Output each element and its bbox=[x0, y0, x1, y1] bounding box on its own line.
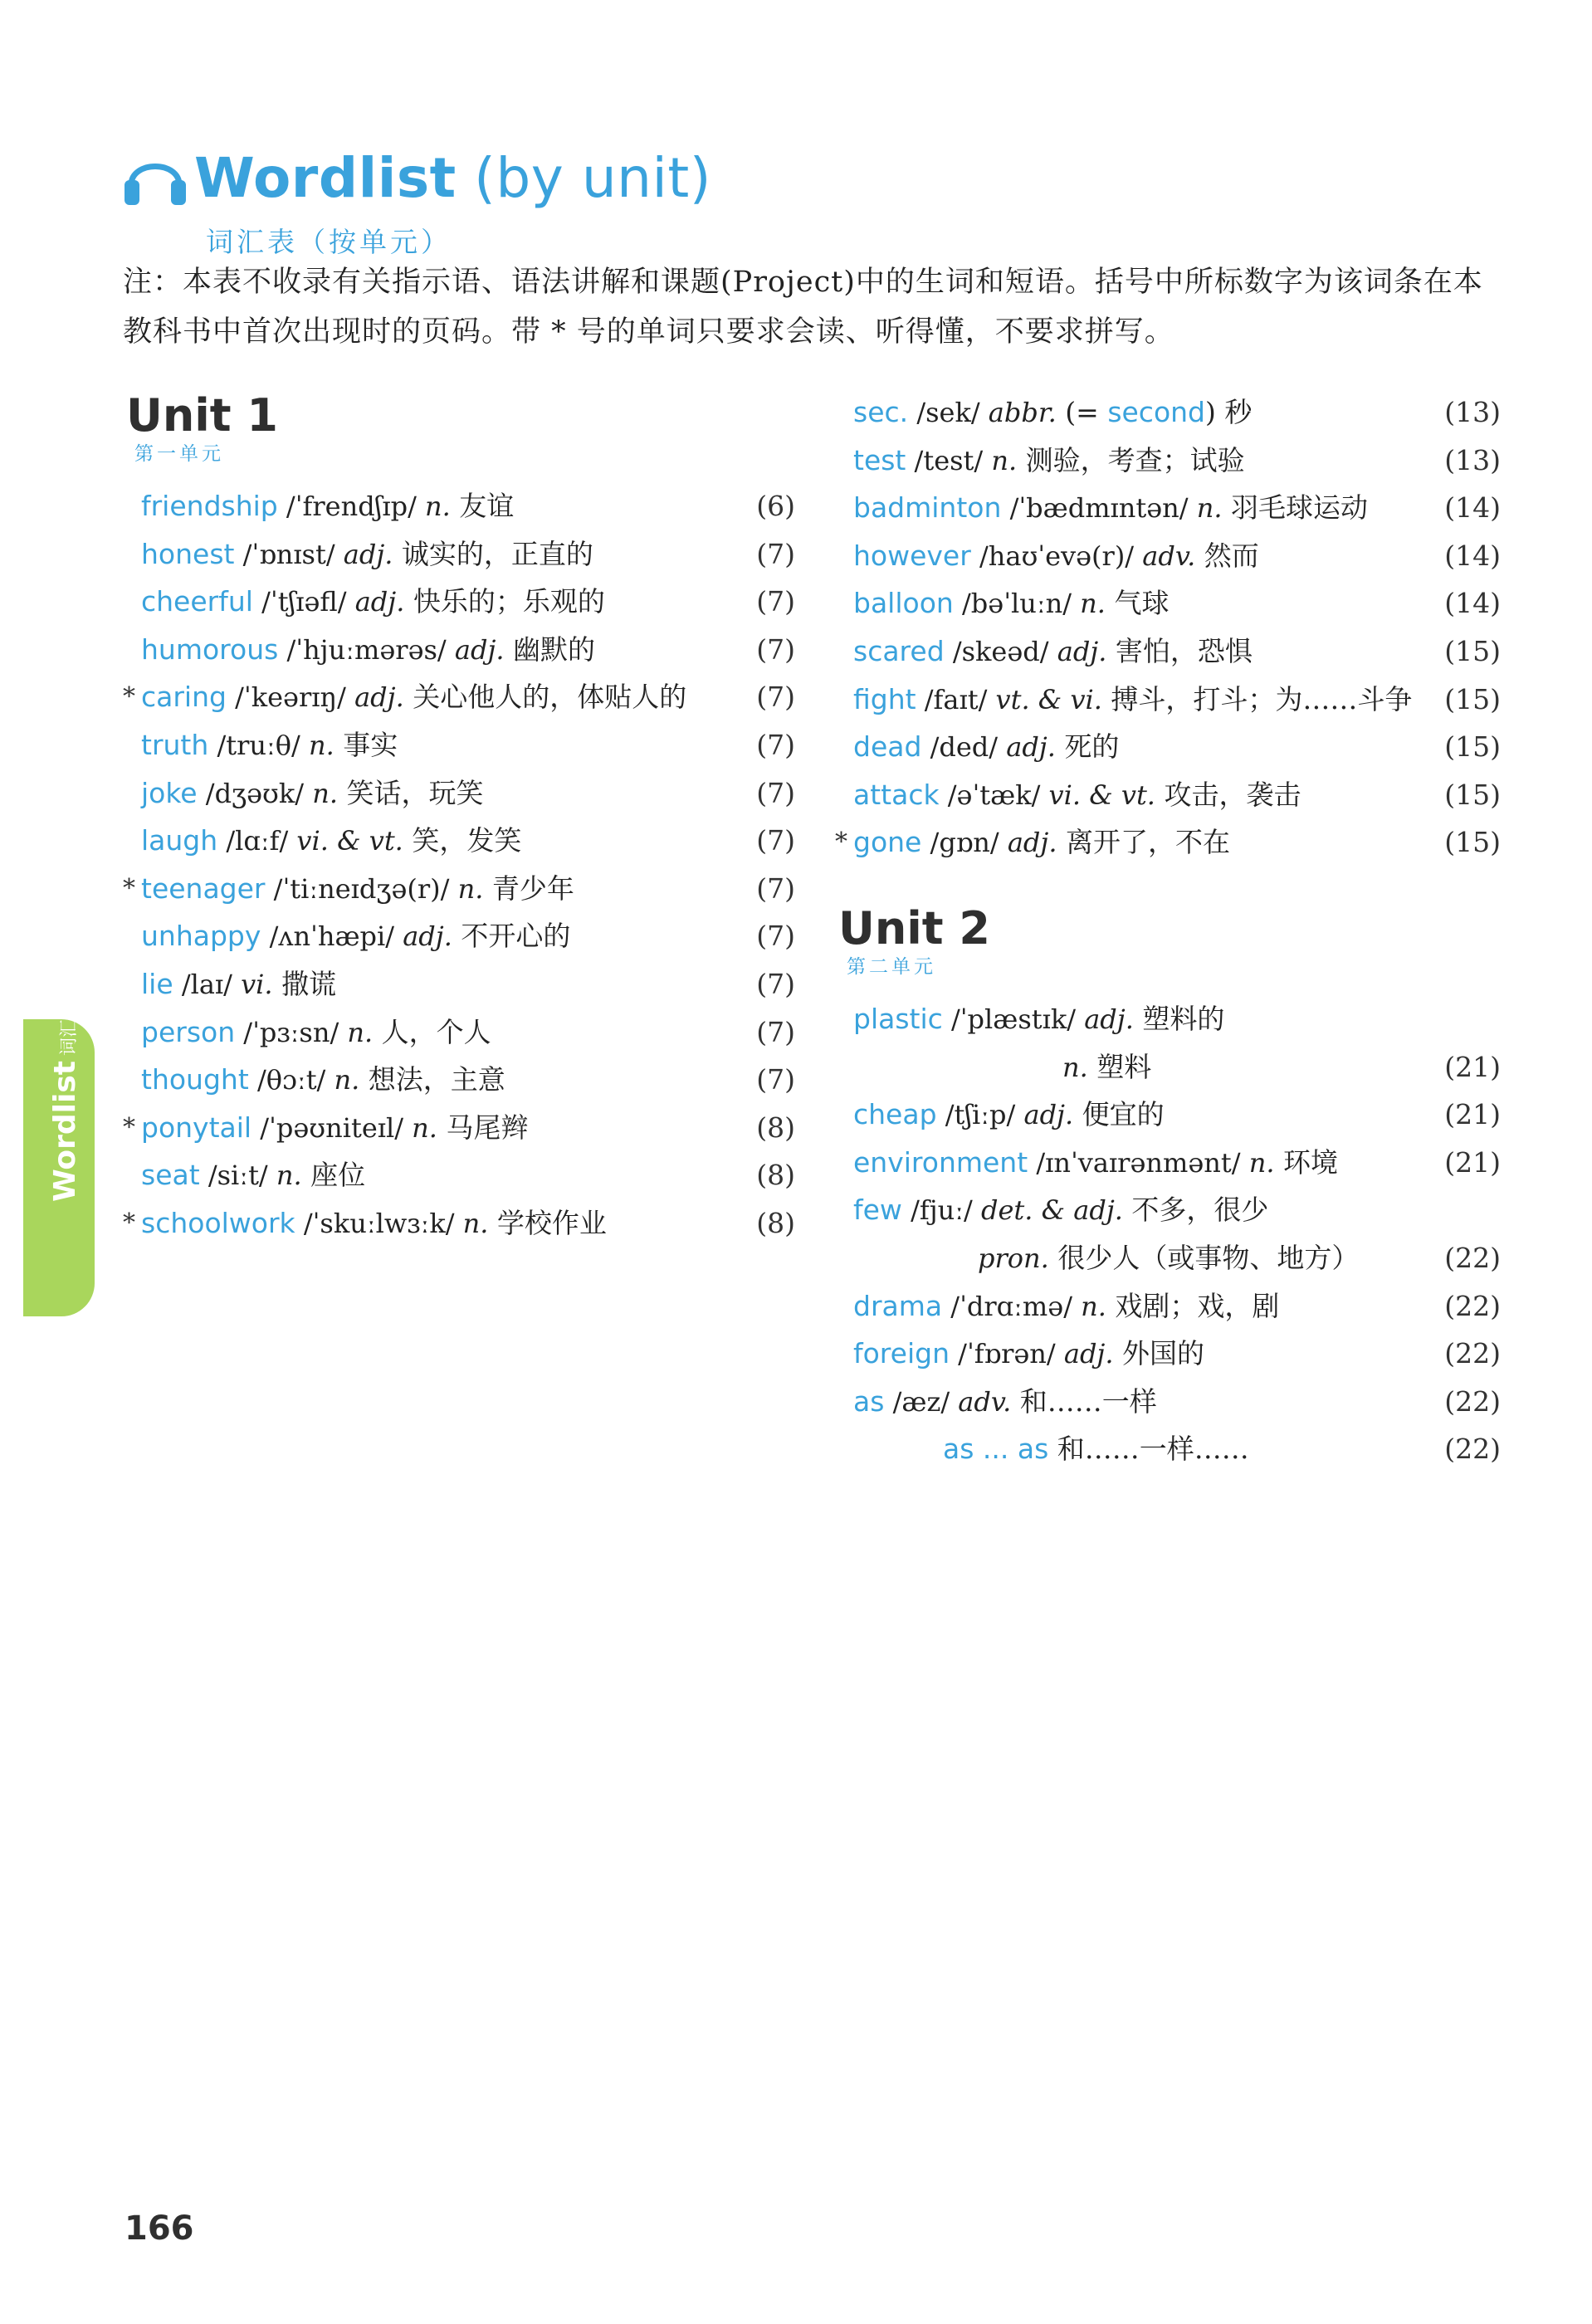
page-reference: (15) bbox=[1444, 826, 1501, 859]
pronunciation: /lɑːf/ bbox=[217, 825, 297, 857]
left-column bbox=[123, 388, 795, 1247]
word-list bbox=[835, 388, 1501, 867]
page-header bbox=[123, 141, 1501, 260]
entry-body bbox=[141, 960, 790, 1009]
word-entry bbox=[123, 1104, 795, 1152]
entry-body bbox=[853, 1282, 1501, 1331]
headword: sec. bbox=[853, 396, 909, 428]
part-of-speech: n. bbox=[1080, 588, 1106, 620]
page-reference: (7) bbox=[756, 872, 795, 905]
star-marker: * bbox=[123, 1208, 135, 1238]
pronunciation: /tʃiːp/ bbox=[936, 1099, 1024, 1131]
page-reference: (22) bbox=[1444, 1289, 1501, 1322]
part-of-speech: n. bbox=[334, 1064, 360, 1096]
word-entry bbox=[126, 817, 795, 865]
star-marker: * bbox=[123, 873, 135, 903]
headword: foreign bbox=[853, 1337, 950, 1370]
headword: as ... as bbox=[943, 1433, 1049, 1466]
word-entry bbox=[838, 1330, 1501, 1378]
word-entry bbox=[126, 578, 795, 626]
part-of-speech: vi. & vt. bbox=[296, 825, 403, 857]
headword: fight bbox=[853, 682, 916, 715]
word-entry bbox=[835, 818, 1501, 867]
entry-body bbox=[853, 1091, 1501, 1140]
word-entry bbox=[838, 388, 1501, 437]
headword: scared bbox=[853, 634, 945, 667]
page-reference: (22) bbox=[1444, 1241, 1501, 1274]
part-of-speech: vi. & vt. bbox=[1048, 779, 1155, 811]
part-of-speech: abbr. bbox=[988, 397, 1057, 428]
entry-body bbox=[141, 865, 790, 914]
page-reference: (15) bbox=[1444, 730, 1501, 764]
pronunciation: /fjuː/ bbox=[901, 1194, 981, 1227]
entry-body bbox=[141, 1056, 790, 1105]
part-of-speech: adj. bbox=[354, 586, 405, 618]
page-reference: (14) bbox=[1444, 587, 1501, 620]
unit-heading bbox=[838, 901, 1501, 995]
headword: gone bbox=[853, 826, 922, 859]
word-entry bbox=[838, 1234, 1501, 1282]
word-entry bbox=[123, 865, 795, 913]
pronunciation: /ˈskuːlwɜːk/ bbox=[295, 1207, 463, 1239]
entry-body bbox=[141, 626, 790, 675]
pronunciation: /sek/ bbox=[908, 397, 989, 428]
pronunciation: /truːθ/ bbox=[208, 729, 309, 761]
headword: cheap bbox=[853, 1098, 937, 1131]
definition: 撒谎 bbox=[272, 967, 337, 1000]
word-entry bbox=[126, 960, 795, 1008]
headword: badminton bbox=[853, 491, 1002, 525]
word-entry bbox=[126, 769, 795, 818]
part-of-speech: vt. & vi. bbox=[995, 683, 1102, 715]
part-of-speech: vi. bbox=[241, 968, 273, 1000]
definition: 快乐的；乐观的 bbox=[404, 585, 605, 618]
headword: joke bbox=[141, 776, 198, 809]
headword: environment bbox=[853, 1145, 1028, 1179]
entry-body bbox=[853, 627, 1501, 676]
page-reference: (7) bbox=[756, 537, 795, 570]
page-reference: (7) bbox=[756, 824, 795, 857]
definition: 测验，考查；试验 bbox=[1017, 443, 1245, 476]
headword: laugh bbox=[141, 824, 218, 857]
page-reference: (8) bbox=[756, 1159, 795, 1192]
definition: 环境 bbox=[1274, 1145, 1338, 1179]
pronunciation: /test/ bbox=[906, 444, 992, 476]
part-of-speech: adj. bbox=[454, 633, 505, 666]
definition: 不开心的 bbox=[452, 920, 571, 953]
pronunciation: /æz/ bbox=[884, 1385, 959, 1418]
page-reference: (21) bbox=[1444, 1098, 1501, 1131]
part-of-speech: adj. bbox=[343, 538, 393, 570]
definition: 很少人（或事物、地方） bbox=[1048, 1241, 1360, 1274]
page-reference: (21) bbox=[1444, 1145, 1501, 1179]
part-of-speech: adj. bbox=[1006, 731, 1056, 764]
page-reference: (7) bbox=[756, 920, 795, 953]
word-entry bbox=[838, 1091, 1501, 1139]
star-marker: * bbox=[123, 682, 135, 712]
headword: honest bbox=[141, 537, 235, 570]
headword: dead bbox=[853, 730, 922, 764]
entry-body bbox=[853, 1186, 1501, 1235]
headword: unhappy bbox=[141, 920, 261, 953]
entry-body bbox=[853, 1378, 1501, 1427]
pronunciation: /laɪ/ bbox=[173, 968, 242, 1000]
part-of-speech: adj. bbox=[1007, 827, 1057, 859]
page-reference: (22) bbox=[1444, 1384, 1501, 1418]
definition: 离开了，不在 bbox=[1057, 826, 1230, 859]
page-reference: (22) bbox=[1444, 1433, 1501, 1466]
entry-body bbox=[853, 484, 1501, 533]
unit-subtitle: 第一单元 bbox=[134, 443, 224, 465]
word-entry bbox=[838, 771, 1501, 819]
definition: 关心他人的，体贴人的 bbox=[403, 681, 687, 714]
pronunciation: /ˈfrendʃɪp/ bbox=[277, 491, 426, 522]
definition: 青少年 bbox=[483, 872, 574, 905]
page-reference: (14) bbox=[1444, 539, 1501, 572]
word-entry bbox=[838, 532, 1501, 580]
entry-body bbox=[853, 579, 1501, 628]
pronunciation: /ˈtʃɪəfl/ bbox=[252, 586, 355, 618]
pronunciation: /bəˈluːn/ bbox=[953, 588, 1081, 620]
part-of-speech: n. bbox=[276, 1160, 302, 1192]
entry-body bbox=[943, 1425, 1501, 1474]
entry-body bbox=[853, 723, 1501, 772]
definition: 笑，发笑 bbox=[403, 824, 522, 857]
pronunciation: /ˈpɜːsn/ bbox=[235, 1016, 348, 1048]
entry-body bbox=[853, 676, 1501, 725]
word-entry bbox=[126, 1056, 795, 1104]
definition: (= bbox=[1056, 396, 1108, 428]
headword: lie bbox=[141, 967, 173, 1000]
headword: however bbox=[853, 539, 971, 572]
word-entry bbox=[123, 673, 795, 721]
part-of-speech: n. bbox=[312, 777, 339, 809]
definition: 和……一样 bbox=[1011, 1384, 1157, 1418]
part-of-speech: adj. bbox=[403, 920, 452, 953]
unit-title: Unit 1 bbox=[126, 389, 278, 442]
part-of-speech: adj. bbox=[1084, 1003, 1134, 1035]
page-reference: (7) bbox=[756, 681, 795, 714]
word-entry bbox=[838, 1378, 1501, 1426]
definition: 戏剧；戏，剧 bbox=[1106, 1289, 1280, 1322]
page-reference: (15) bbox=[1444, 634, 1501, 667]
pronunciation: /ɪnˈvaɪrənmənt/ bbox=[1028, 1146, 1249, 1179]
part-of-speech: n. bbox=[309, 729, 335, 761]
word-entry bbox=[838, 995, 1501, 1043]
headword: seat bbox=[141, 1159, 200, 1192]
definition: 死的 bbox=[1055, 730, 1120, 764]
definition: 搏斗，打斗；为……斗争 bbox=[1101, 682, 1413, 715]
pronunciation: /ˈfɒrən/ bbox=[949, 1338, 1064, 1370]
headword: plastic bbox=[853, 1002, 943, 1035]
headword: humorous bbox=[141, 632, 279, 666]
pronunciation: /ˈhjuːmərəs/ bbox=[278, 633, 455, 666]
part-of-speech: n. bbox=[462, 1207, 489, 1239]
definition: 座位 bbox=[301, 1159, 366, 1192]
pronunciation: /ded/ bbox=[921, 731, 1007, 764]
part-of-speech: n. bbox=[991, 444, 1018, 476]
entry-body bbox=[853, 995, 1501, 1044]
word-entry bbox=[126, 1008, 795, 1057]
pronunciation: /gɒn/ bbox=[921, 827, 1008, 859]
definition: 羽毛球运动 bbox=[1222, 491, 1369, 525]
entry-body bbox=[853, 818, 1501, 867]
pronunciation: /haʊˈevə(r)/ bbox=[970, 540, 1143, 572]
headword: teenager bbox=[141, 872, 266, 905]
word-entry bbox=[838, 723, 1501, 771]
definition: 人，个人 bbox=[373, 1015, 491, 1048]
page-title: Wordlist (by unit) bbox=[194, 146, 711, 210]
entry-body bbox=[141, 769, 790, 818]
pronunciation: /ˈdrɑːmə/ bbox=[942, 1290, 1082, 1322]
definition: 诚实的，正直的 bbox=[393, 537, 593, 570]
word-entry bbox=[126, 530, 795, 579]
headword: friendship bbox=[141, 490, 278, 522]
entry-body bbox=[141, 482, 790, 531]
page-reference: (6) bbox=[756, 490, 795, 522]
word-entry bbox=[126, 721, 795, 769]
page-reference: (14) bbox=[1444, 491, 1501, 525]
word-entry bbox=[126, 482, 795, 530]
definition: 想法，主意 bbox=[359, 1063, 505, 1096]
headword: ponytail bbox=[141, 1111, 252, 1144]
part-of-speech: n. bbox=[1062, 1051, 1088, 1083]
definition: 事实 bbox=[334, 728, 398, 761]
entry-body bbox=[853, 437, 1501, 486]
page-reference: (7) bbox=[756, 1063, 795, 1096]
entry-body bbox=[141, 673, 790, 722]
side-tab-label: Wordlist bbox=[48, 1061, 82, 1202]
entry-body bbox=[141, 1151, 790, 1200]
page-reference: (8) bbox=[756, 1206, 795, 1239]
definition: 友谊 bbox=[450, 490, 515, 522]
pronunciation: /ˈkeərɪŋ/ bbox=[226, 681, 355, 714]
entry-body bbox=[141, 912, 790, 961]
definition: 然而 bbox=[1195, 539, 1259, 572]
section-side-tab bbox=[23, 1000, 95, 1316]
definition: 外国的 bbox=[1113, 1337, 1205, 1370]
unit-heading bbox=[126, 388, 790, 482]
pronunciation: /dʒəʊk/ bbox=[197, 777, 313, 809]
word-entry bbox=[123, 1199, 795, 1247]
star-marker: * bbox=[123, 1112, 135, 1142]
part-of-speech: n. bbox=[1196, 492, 1223, 525]
word-entry bbox=[838, 1186, 1501, 1234]
word-entry bbox=[838, 676, 1501, 724]
title-row bbox=[123, 141, 1501, 216]
definition: 气球 bbox=[1105, 587, 1170, 620]
entry-body bbox=[853, 532, 1501, 581]
pronunciation: /ʌnˈhæpi/ bbox=[261, 920, 403, 953]
page-subtitle: 词汇表（按单元） bbox=[206, 226, 452, 258]
page-reference: (7) bbox=[756, 632, 795, 666]
definition: 攻击，袭击 bbox=[1155, 778, 1301, 811]
page-reference: (15) bbox=[1444, 682, 1501, 715]
unit-title: Unit 2 bbox=[838, 901, 990, 954]
entry-body bbox=[141, 1104, 790, 1153]
headword: as bbox=[853, 1384, 885, 1418]
page-reference: (22) bbox=[1444, 1337, 1501, 1370]
definition: 塑料 bbox=[1087, 1050, 1152, 1083]
part-of-speech: n. bbox=[1081, 1290, 1106, 1322]
entry-body bbox=[141, 1008, 790, 1057]
headword: balloon bbox=[853, 587, 954, 620]
page-reference: (13) bbox=[1444, 443, 1501, 476]
entry-body bbox=[853, 1330, 1501, 1379]
word-entry bbox=[838, 484, 1501, 532]
word-entry bbox=[126, 1151, 795, 1199]
part-of-speech: adj. bbox=[1063, 1338, 1114, 1370]
entry-body bbox=[853, 771, 1501, 820]
page-reference: (7) bbox=[756, 1015, 795, 1048]
headword: cheerful bbox=[141, 585, 253, 618]
headword: schoolwork bbox=[141, 1206, 295, 1239]
entry-body bbox=[1062, 1043, 1501, 1092]
word-entry bbox=[838, 1139, 1501, 1187]
word-entry bbox=[838, 579, 1501, 627]
part-of-speech: n. bbox=[412, 1111, 437, 1144]
star-marker: * bbox=[835, 828, 847, 857]
definition: 幽默的 bbox=[504, 632, 596, 666]
word-entry bbox=[838, 627, 1501, 676]
pronunciation: /faɪt/ bbox=[916, 683, 996, 715]
part-of-speech: n. bbox=[347, 1016, 374, 1048]
headword: caring bbox=[141, 681, 227, 714]
headword: truth bbox=[141, 728, 209, 761]
pronunciation: /ˈbædmɪntən/ bbox=[1001, 492, 1197, 525]
pronunciation: /θɔːt/ bbox=[248, 1064, 335, 1096]
entry-body bbox=[141, 721, 790, 770]
word-entry bbox=[838, 1425, 1501, 1473]
headword: attack bbox=[853, 778, 940, 811]
part-of-speech: adv. bbox=[1142, 540, 1196, 572]
page-reference: (21) bbox=[1444, 1050, 1501, 1083]
headphones-icon bbox=[123, 149, 188, 208]
entry-body bbox=[853, 388, 1501, 437]
definition: 塑料的 bbox=[1133, 1002, 1225, 1035]
pronunciation: /siːt/ bbox=[199, 1160, 276, 1192]
word-entry bbox=[838, 1282, 1501, 1330]
word-entry bbox=[838, 1043, 1501, 1091]
pronunciation: /əˈtæk/ bbox=[939, 779, 1049, 811]
page-reference: (7) bbox=[756, 728, 795, 761]
headword: thought bbox=[141, 1063, 249, 1096]
word-entry bbox=[126, 912, 795, 960]
part-of-speech: adv. bbox=[958, 1385, 1012, 1418]
part-of-speech: adj. bbox=[1057, 635, 1107, 667]
entry-body bbox=[141, 530, 790, 579]
pronunciation: /ˈɒnɪst/ bbox=[234, 538, 344, 570]
word-entry bbox=[838, 437, 1501, 485]
pronunciation: /skeəd/ bbox=[944, 635, 1057, 667]
right-column bbox=[835, 388, 1501, 1473]
page-reference: (7) bbox=[756, 585, 795, 618]
entry-body bbox=[978, 1234, 1501, 1283]
part-of-speech: n. bbox=[425, 491, 451, 522]
pronunciation: /ˈplæstɪk/ bbox=[942, 1003, 1085, 1035]
definition: 不多，很少 bbox=[1122, 1194, 1269, 1227]
page-reference: (13) bbox=[1444, 396, 1501, 428]
part-of-speech: pron. bbox=[978, 1242, 1049, 1274]
word-entry bbox=[126, 626, 795, 674]
entry-body bbox=[141, 578, 790, 627]
part-of-speech: n. bbox=[457, 872, 484, 905]
headword: few bbox=[853, 1194, 902, 1227]
headword: drama bbox=[853, 1289, 943, 1322]
part-of-speech: adj. bbox=[354, 681, 404, 714]
entry-body bbox=[853, 1139, 1501, 1188]
definition: 学校作业 bbox=[488, 1206, 607, 1239]
pronunciation: /ˈtiːneɪdʒə(r)/ bbox=[265, 872, 458, 905]
entry-body bbox=[141, 817, 790, 866]
part-of-speech: adj. bbox=[1023, 1099, 1074, 1131]
definition-tail: ) 秒 bbox=[1205, 396, 1253, 428]
definition: 和……一样…… bbox=[1048, 1433, 1249, 1466]
page-reference: (15) bbox=[1444, 778, 1501, 811]
headword: person bbox=[141, 1015, 236, 1048]
unit-subtitle: 第二单元 bbox=[847, 955, 936, 978]
page-number: 166 bbox=[125, 2209, 194, 2248]
entry-body bbox=[141, 1199, 790, 1248]
definition: 马尾辫 bbox=[437, 1111, 529, 1144]
page-reference: (7) bbox=[756, 776, 795, 809]
definition: 笑话，玩笑 bbox=[338, 776, 484, 809]
word-list bbox=[123, 482, 795, 1247]
intro-note: 注：本表不收录有关指示语、语法讲解和课题(Project)中的生词和短语。括号中所标数字为该词条在本教科书中首次出现时的页码。带 * 号的单词只要求会读、听得懂，不要求拼写。 bbox=[123, 266, 1483, 349]
headword: test bbox=[853, 443, 906, 476]
pronunciation: /ˈpəʊniteɪl/ bbox=[251, 1111, 413, 1144]
page-reference: (8) bbox=[756, 1111, 795, 1144]
word-list bbox=[838, 995, 1501, 1473]
definition: 便宜的 bbox=[1073, 1098, 1165, 1131]
part-of-speech: det. & adj. bbox=[980, 1194, 1123, 1227]
cross-ref-word: second bbox=[1107, 396, 1206, 428]
part-of-speech: n. bbox=[1248, 1146, 1275, 1179]
definition: 害怕，恐惧 bbox=[1106, 634, 1253, 667]
side-tab-sublabel: 词汇表 bbox=[59, 1000, 80, 1056]
page-reference: (7) bbox=[756, 967, 795, 1000]
